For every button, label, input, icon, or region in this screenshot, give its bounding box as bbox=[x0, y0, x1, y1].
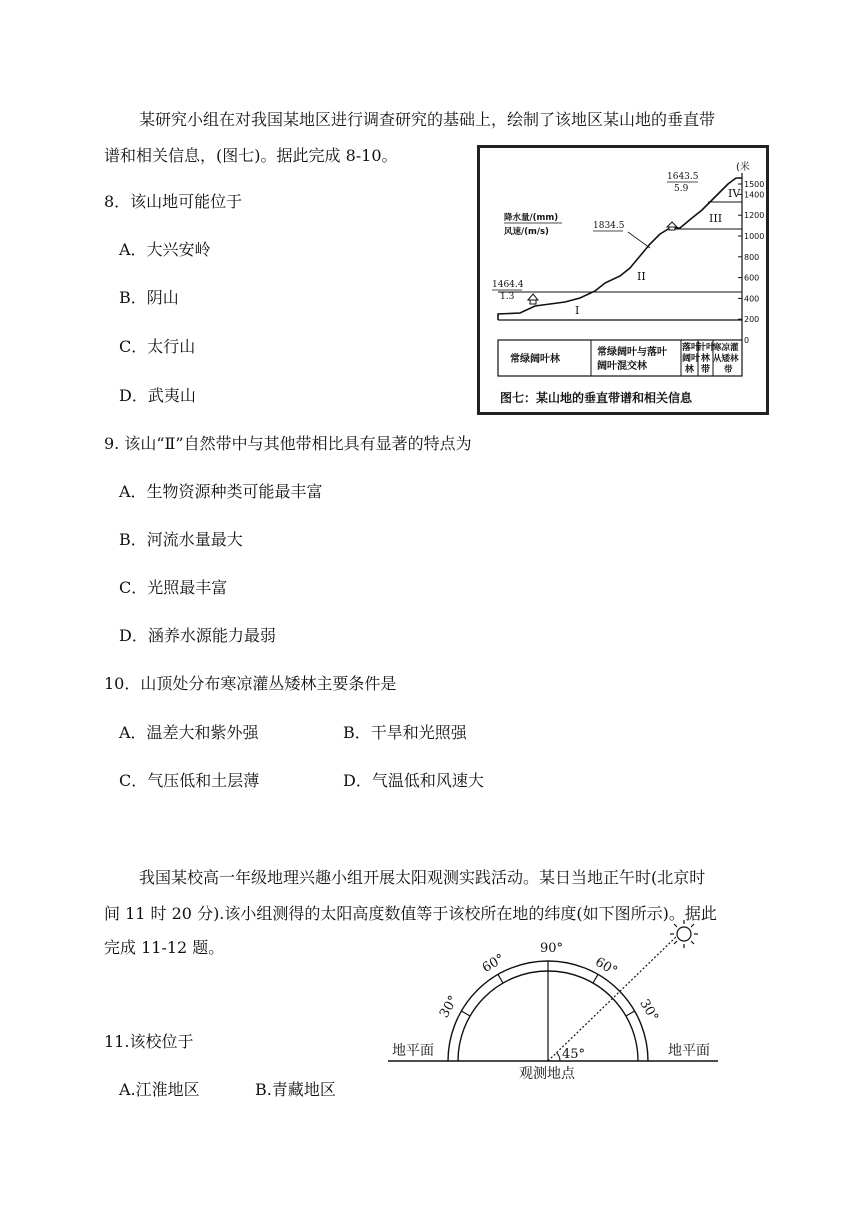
legend-precipitation: 降水量/(mm) bbox=[504, 213, 559, 223]
observer-label: 观测地点 bbox=[519, 1066, 575, 1082]
station-icon bbox=[528, 294, 538, 300]
y-axis-tick-label: 600 bbox=[744, 273, 760, 283]
sun-icon bbox=[670, 920, 698, 948]
y-axis-tick-label: 400 bbox=[744, 294, 760, 304]
table-cell-conifer-2: 林 bbox=[701, 354, 711, 364]
question-9-stem: 9. 该山“Ⅱ”自然带中与其他带相比具有显著的特点为 bbox=[104, 434, 472, 453]
intro-text-line: 某研究小组在对我国某地区进行调查研究的基础上，绘制了该地区某山地的垂直带 bbox=[139, 110, 716, 129]
zone-label-i: I bbox=[575, 304, 580, 317]
question-9-option-c: C．光照最丰富 bbox=[119, 578, 228, 597]
y-axis-tick-label: 1200 bbox=[744, 211, 765, 221]
figure-sun-altitude bbox=[388, 918, 718, 1088]
zone-label-iv: IV bbox=[728, 187, 741, 200]
question-10-option-b: B．干旱和光照强 bbox=[343, 723, 467, 742]
table-cell-conifer-3: 带 bbox=[701, 365, 711, 375]
label-60-left: 60° bbox=[479, 951, 508, 976]
question-11-option-b: B.青藏地区 bbox=[255, 1080, 336, 1099]
question-10-option-c: C．气压低和土层薄 bbox=[119, 771, 260, 790]
question-9-option-b: B．河流水量最大 bbox=[119, 530, 243, 549]
table-cell-shrub-2: 从矮林 bbox=[713, 354, 739, 364]
callout-mid-precip: 1834.5 bbox=[593, 221, 625, 231]
question-9-option-d: D．涵养水源能力最弱 bbox=[119, 626, 276, 645]
station-icon bbox=[667, 222, 677, 227]
label-30-right: 30° bbox=[636, 996, 661, 1025]
y-axis-tick-label: 1400 bbox=[744, 190, 765, 200]
intro-text-line: 完成 11-12 题。 bbox=[104, 938, 225, 957]
question-8-option-a: A．大兴安岭 bbox=[119, 240, 211, 259]
zone-label-ii: II bbox=[637, 270, 646, 283]
table-cell-shrub-3: 带 bbox=[724, 365, 733, 375]
table-cell-mixed-2: 阔叶混交林 bbox=[597, 361, 647, 372]
y-axis-tick-label: 200 bbox=[744, 315, 760, 325]
zone-label-iii: III bbox=[709, 212, 723, 225]
intro-text-line: 间 11 时 20 分).该小组测得的太阳高度数值等于该校所在地的纬度(如下图所示)。据此 bbox=[104, 904, 717, 923]
question-8-option-d: D．武夷山 bbox=[119, 386, 196, 405]
unit-label: (米 bbox=[736, 162, 750, 173]
table-cell-deciduous-3: 林 bbox=[685, 365, 695, 375]
callout-peak-wind: 5.9 bbox=[674, 184, 689, 194]
horizon-label-right: 地平面 bbox=[668, 1043, 710, 1059]
legend-wind-speed: 风速/(m/s) bbox=[504, 227, 549, 237]
table-cell-deciduous-1: 落叶 bbox=[682, 343, 701, 353]
y-axis-tick-label: 1500 bbox=[744, 180, 765, 189]
table-cell-shrub-1: 寒凉灌 bbox=[713, 343, 739, 353]
figure-vertical-zonation bbox=[477, 145, 769, 415]
question-8-option-c: C．太行山 bbox=[119, 337, 196, 356]
angle-label: 45° bbox=[562, 1047, 586, 1062]
horizon-label-left: 地平面 bbox=[392, 1043, 434, 1059]
question-8-option-b: B．阴山 bbox=[119, 288, 179, 307]
label-60-right: 60° bbox=[592, 954, 620, 980]
question-9-option-a: A．生物资源种类可能最丰富 bbox=[119, 482, 323, 501]
y-axis-tick-label: 0 bbox=[744, 336, 750, 345]
callout-left-wind: 1.3 bbox=[500, 292, 515, 302]
table-cell-conifer-1: 针叶 bbox=[697, 343, 716, 353]
callout-peak-precip: 1643.5 bbox=[667, 172, 699, 182]
question-8-stem: 8．该山地可能位于 bbox=[104, 192, 243, 211]
question-11-stem: 11.该校位于 bbox=[104, 1032, 194, 1051]
label-90-degrees: 90° bbox=[540, 941, 564, 956]
y-axis-tick-label: 800 bbox=[744, 252, 760, 262]
question-10-stem: 10．山顶处分布寒凉灌丛矮林主要条件是 bbox=[104, 674, 397, 693]
intro-text-line: 谱和相关信息，(图七)。据此完成 8-10。 bbox=[104, 146, 398, 165]
table-cell-mixed-1: 常绿阔叶与落叶 bbox=[597, 347, 667, 358]
figure-caption: 图七：某山地的垂直带谱和相关信息 bbox=[500, 391, 693, 405]
table-cell-deciduous-2: 阔叶 bbox=[682, 354, 701, 364]
question-10-option-d: D．气温低和风速大 bbox=[343, 771, 484, 790]
label-30-left: 30° bbox=[436, 993, 462, 1021]
y-axis-tick-label: 1000 bbox=[744, 232, 765, 241]
table-cell-evergreen: 常绿阔叶林 bbox=[510, 354, 560, 365]
question-11-option-a: A.江淮地区 bbox=[119, 1080, 200, 1099]
callout-left-precip: 1464.4 bbox=[492, 280, 524, 290]
intro-text-line: 我国某校高一年级地理兴趣小组开展太阳观测实践活动。某日当地正午时(北京时 bbox=[139, 868, 706, 887]
question-10-option-a: A．温差大和紫外强 bbox=[119, 723, 259, 742]
